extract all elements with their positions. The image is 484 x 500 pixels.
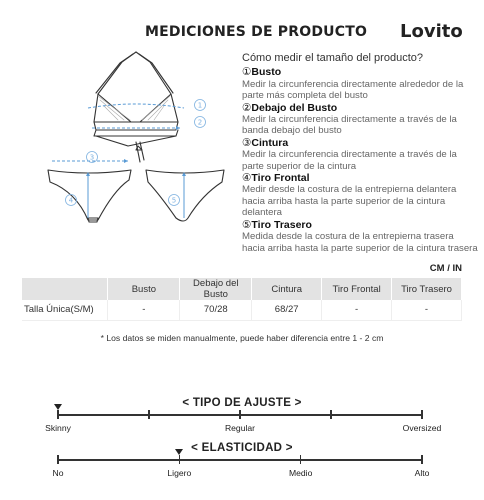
fit-type-title: < TIPO DE AJUSTE > xyxy=(182,397,302,409)
guide-item-label: Tiro Trasero xyxy=(251,218,312,231)
guide-item-label: Debajo del Busto xyxy=(251,101,338,114)
scale-tick xyxy=(330,410,332,419)
table-header-cell: Cintura xyxy=(252,278,322,300)
table-cell: - xyxy=(108,300,180,320)
cup-right xyxy=(140,94,178,122)
scale-label: Alto xyxy=(414,468,430,478)
scale-label: Ligero xyxy=(167,468,192,478)
bottom-front xyxy=(48,170,131,220)
units-label: CM / IN xyxy=(429,263,462,274)
fit-type-scale xyxy=(45,414,442,433)
scale-label: No xyxy=(52,468,64,478)
table-row xyxy=(22,300,462,320)
table-header-cell: Tiro Trasero xyxy=(392,278,462,300)
stretch-title: < ELASTICIDAD > xyxy=(191,442,293,454)
guide-question: Cómo medir el tamaño del producto? xyxy=(242,52,423,64)
marker-3: 3 xyxy=(89,153,95,162)
table-cell: 70/28 xyxy=(180,300,252,320)
marker-1: 1 xyxy=(197,101,203,110)
guide-item-title xyxy=(242,138,478,149)
scale-tick xyxy=(57,410,59,419)
marker-2: 2 xyxy=(197,118,203,127)
guide-item-label: Cintura xyxy=(251,136,289,149)
table-header-cell: Tiro Frontal xyxy=(322,278,392,300)
guide-item-number: ⑤ xyxy=(242,218,252,231)
cup-left xyxy=(94,94,131,122)
guide-item-number: ③ xyxy=(242,136,252,149)
scale-tick xyxy=(300,455,302,464)
guide-item-number: ② xyxy=(242,101,252,114)
bra-underband xyxy=(94,122,178,130)
scale-tick xyxy=(421,410,423,419)
page-title: MEDICIONES DE PRODUCTO xyxy=(145,24,368,40)
guide-item-title xyxy=(242,220,478,231)
guide-item-text: Medir la circunferencia directamente a través de la parte superior de la cintura xyxy=(242,149,457,172)
guide-item-number: ① xyxy=(242,66,252,79)
bust-measure-line xyxy=(88,104,184,108)
table-cell: Talla Única(S/M) xyxy=(22,300,108,320)
neck-strap-right xyxy=(136,52,171,94)
scale-label: Skinny xyxy=(45,423,71,433)
stretch-scale xyxy=(52,459,430,478)
guide-item-number: ④ xyxy=(242,172,252,185)
guide-item-text: Medir la circunferencia directamente a través de la banda debajo del busto xyxy=(242,114,457,137)
measurement-note: * Los datos se miden manualmente, puede haber diferencia entre 1 - 2 cm xyxy=(100,333,384,343)
scale-tick xyxy=(239,410,241,419)
guide-item-text: Medida desde la costura de la entrepierna trasera hacia arriba hasta la parte superior de la cintura trasera xyxy=(242,231,478,254)
marker-4: 4 xyxy=(68,196,74,205)
scale-selected-marker xyxy=(175,449,183,455)
table-cell: - xyxy=(322,300,392,320)
scale-tick xyxy=(421,455,423,464)
marker-5: 5 xyxy=(171,196,177,205)
table-header-cell: Debajo del Busto xyxy=(180,278,252,300)
guide-item-label: Tiro Frontal xyxy=(251,172,310,185)
header xyxy=(0,22,484,46)
table-header-cell: Busto xyxy=(108,278,180,300)
size-table xyxy=(22,278,462,321)
scale-label: Regular xyxy=(224,423,256,433)
guide-item-text: Medir la circunferencia directamente alrededor de la parte más completa del busto xyxy=(242,78,464,102)
scale-tick xyxy=(148,410,150,419)
guide-item-title xyxy=(242,67,478,78)
table-cell: - xyxy=(392,300,462,320)
scale-tick xyxy=(57,455,59,464)
guide-item-label: Busto xyxy=(251,66,282,79)
guide-item-title xyxy=(242,103,478,114)
guide-item-text: Medir desde la costura de la entrepierna delantera hacia arriba hasta la parte superior de la cintura delantera xyxy=(242,184,457,219)
table-header-cell xyxy=(22,278,108,300)
guide-item-title xyxy=(242,173,478,184)
table-cell: 68/27 xyxy=(252,300,322,320)
brand-logo: Lovito xyxy=(400,21,463,42)
scale-tick xyxy=(179,455,181,464)
garment-diagram xyxy=(36,50,236,250)
bottom-back xyxy=(146,170,224,221)
measurement-guide xyxy=(242,53,478,255)
scale-label: Oversized xyxy=(402,423,442,433)
neck-strap-left xyxy=(98,52,136,94)
scale-selected-marker xyxy=(54,404,62,410)
scale-label: Medio xyxy=(288,468,313,478)
